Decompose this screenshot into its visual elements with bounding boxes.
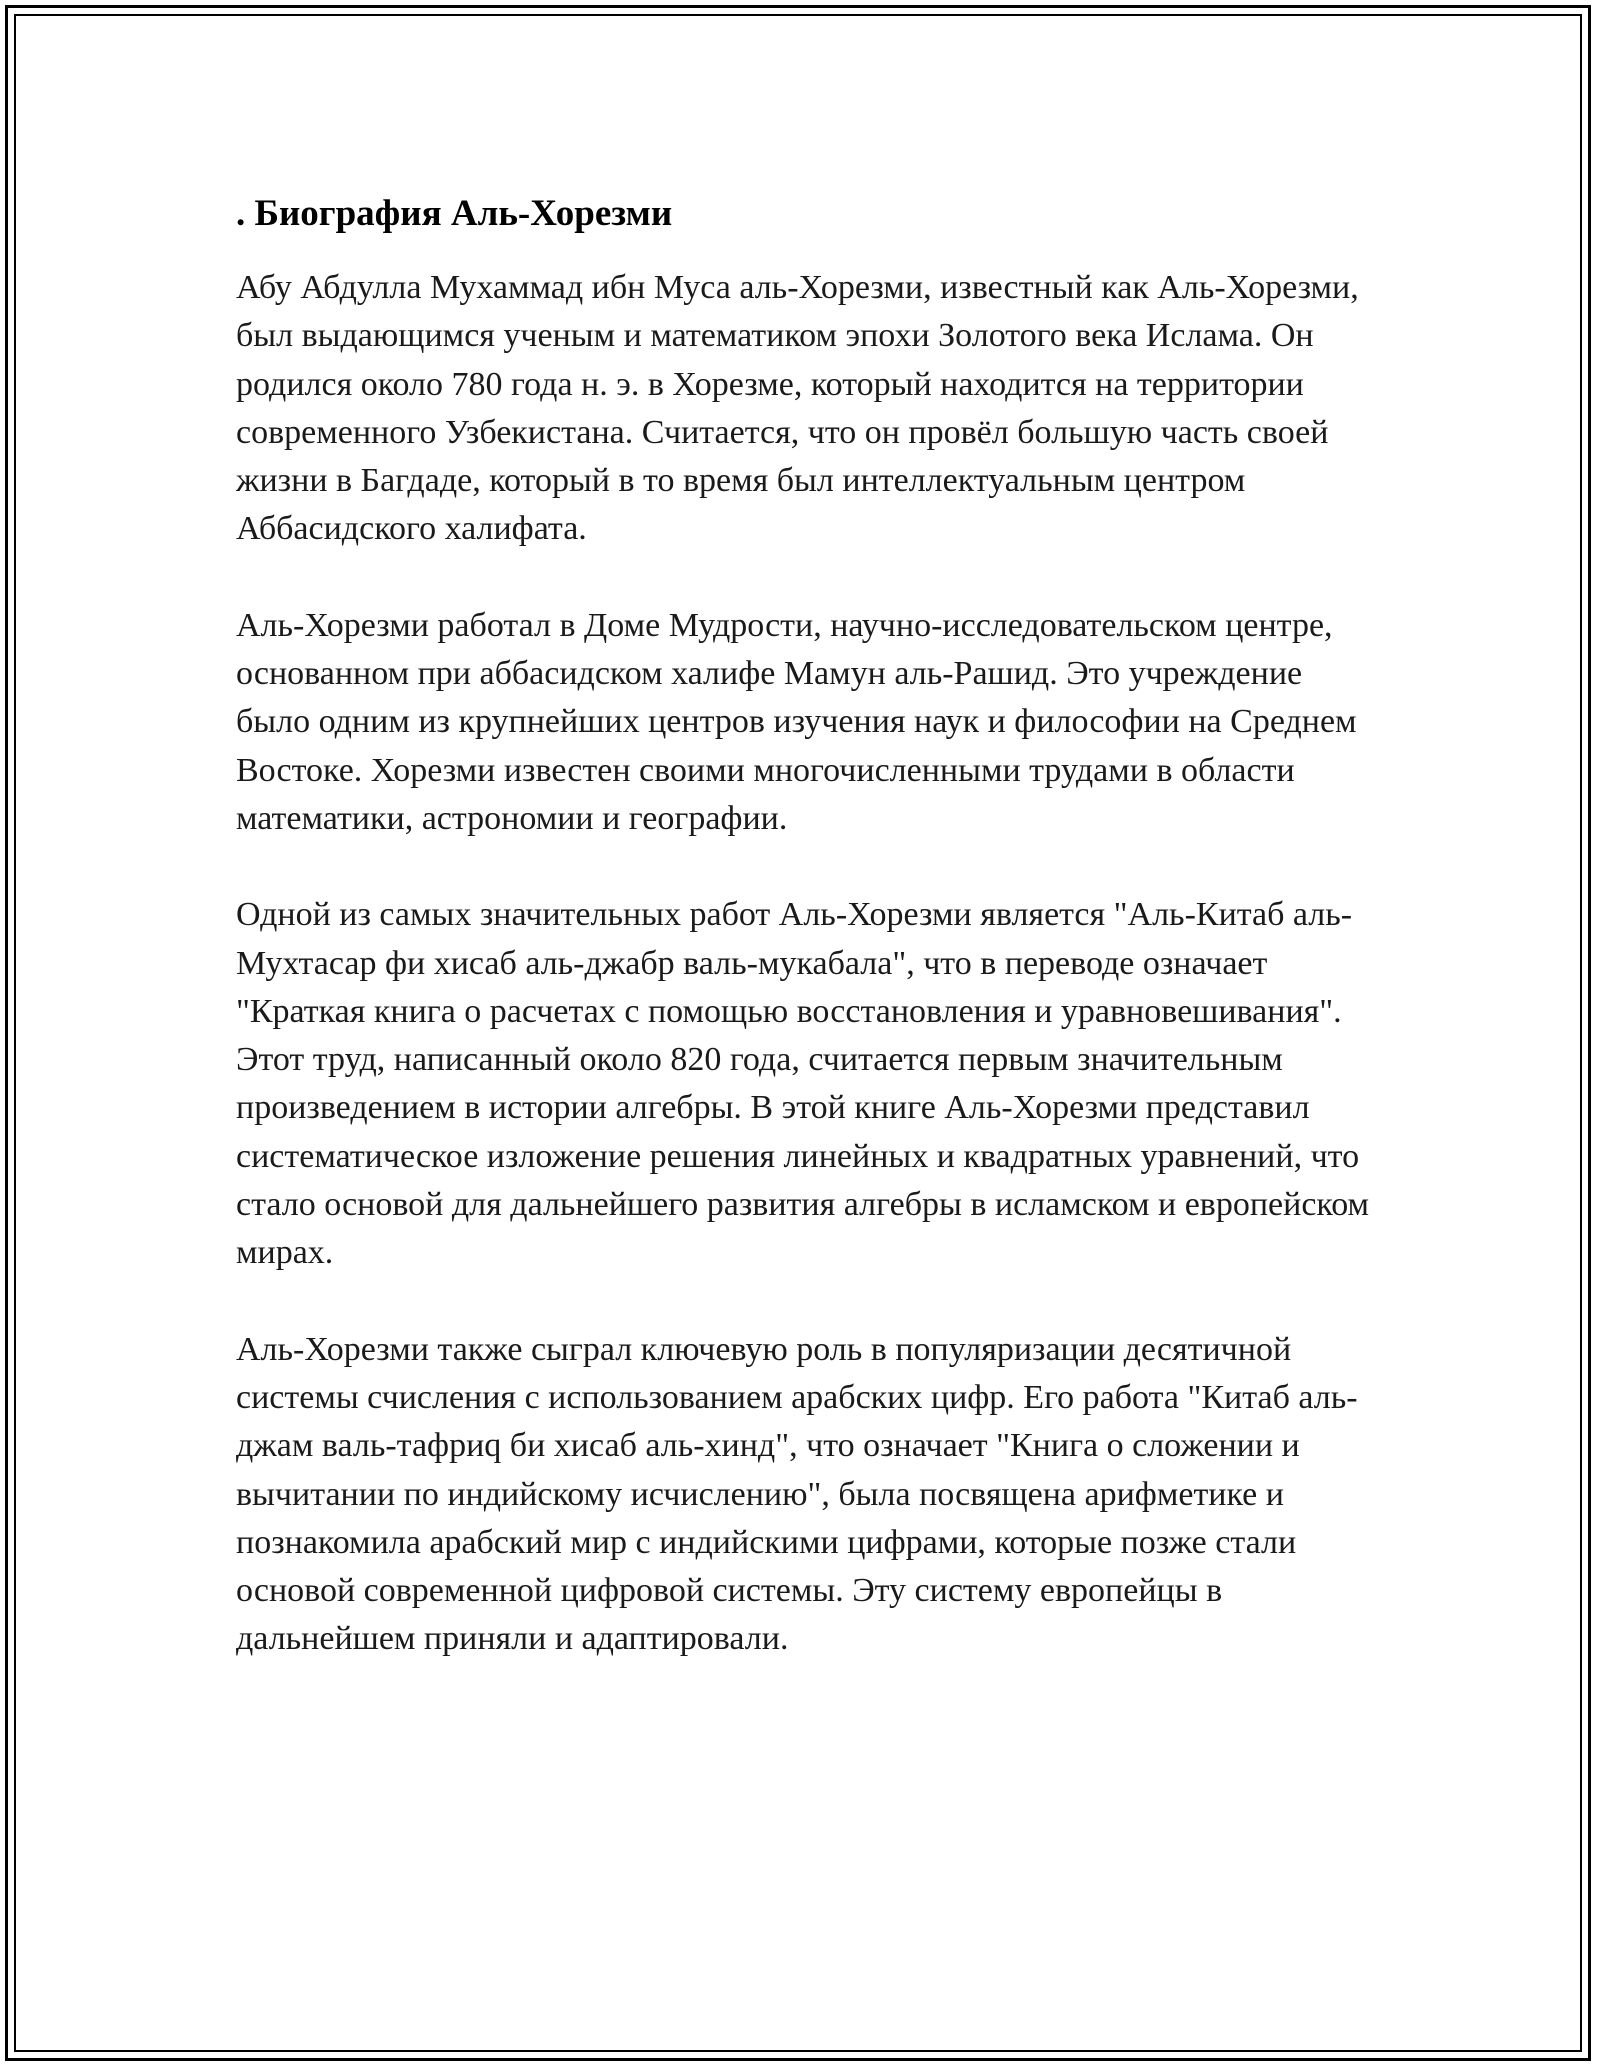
paragraph-algebra-book: Одной из самых значительных работ Аль-Хорезми является "Аль-Китаб аль-Мухтасар фи хисаб аль-джабр валь-мукабала", что в переводе означает "Краткая книга о расчетах с помощью восстановления и уравновешивания". Этот труд, написанный около 820 года, считается первым значительным произведением в истории алгебры. В этой книге Аль-Хорезми представил систематическое изложение решения линейных и квадратных уравнений, что стало основой для дальнейшего развития алгебры в исламском и европейском мирах. [236, 896, 1370, 1272]
paragraph-decimal-system: Аль-Хорезми также сыграл ключевую роль в популяризации десятичной системы счисления с использованием арабских цифр. Его работа "Китаб аль-джам валь-тафриq би хисаб аль-хинд", что означает "Книга о сложении и вычитании по индийскому исчислению", была посвящена арифметике и познакомила арабский мир с индийскими цифрами, которые позже стали основой современной цифровой системы. Эту систему европейцы в дальнейшем приняли и адаптировали. [236, 1330, 1358, 1658]
paragraph-biography-intro: Абу Абдулла Мухаммад ибн Муса аль-Хорезми, известный как Аль-Хорезми, был выдающимся ученым и математиком эпохи Золотого века Ислама. Он родился около 780 года н. э. в Хорезме, который находится на территории современного Узбекистана. Считается, что он провёл большую часть своей жизни в Багдаде, который в то время был интеллектуальным центром Аббасидского халифата. [236, 269, 1359, 548]
paragraph-house-of-wisdom: Аль-Хорезми работал в Доме Мудрости, научно-исследовательском центре, основанном при аббасидском халифе Мамун аль-Рашид. Это учреждение было одним из крупнейших центров изучения наук и философии на Среднем Востоке. Хорезми известен своими многочисленными трудами в области математики, астрономии и географии. [236, 606, 1357, 837]
document-body [236, 186, 1376, 1712]
document-title: . Биография Аль-Хорезми [236, 193, 673, 234]
